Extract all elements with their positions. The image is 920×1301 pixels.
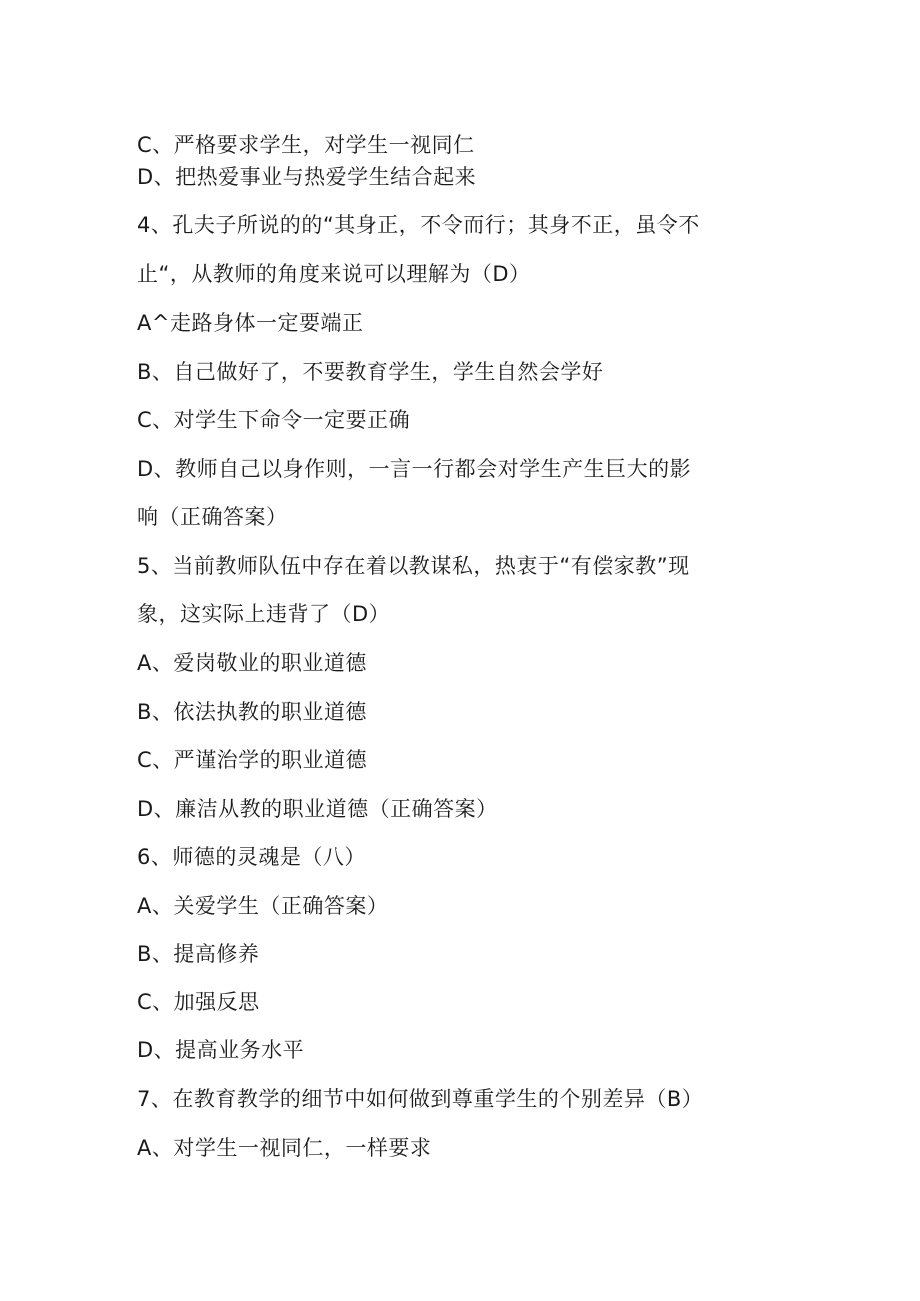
option-d-q3: D、把热爱事业与热爱学生结合起来: [137, 165, 477, 189]
option-d-q6: D、提高业务水平: [137, 1038, 305, 1062]
question-6: 6、师德的灵魂是（八）: [137, 845, 366, 869]
option-b-q6: B、提高修养: [137, 942, 260, 966]
option-b-q5: B、依法执教的职业道德: [137, 700, 367, 724]
question-4-line-2: 止“，从教师的角度来说可以理解为（D）: [137, 262, 531, 286]
option-d-q5: D、廉洁从教的职业道德（正确答案）: [137, 797, 498, 821]
question-5-line-2: 象，这实际上违背了（D）: [137, 602, 391, 626]
option-c-q3: C、严格要求学生，对学生一视同仁: [137, 133, 475, 157]
question-5-line-1: 5、当前教师队伍中存在着以教谋私，热衷于“有偿家教”现: [137, 554, 690, 578]
option-c-q4: C、对学生下命令一定要正确: [137, 408, 411, 432]
question-7: 7、在教育教学的细节中如何做到尊重学生的个别差异（B）: [137, 1087, 704, 1111]
option-b-q4: B、自己做好了，不要教育学生，学生自然会学好: [137, 360, 604, 384]
option-d-q4-line-1: D、教师自己以身作则，一言一行都会对学生产生巨大的影: [137, 457, 692, 481]
option-d-q4-line-2: 响（正确答案）: [137, 505, 288, 529]
question-4-line-1: 4、孔夫子所说的的“其身正，不令而行；其身不正，虽令不: [137, 213, 700, 237]
option-a-q5: A、爱岗敬业的职业道德: [137, 651, 367, 675]
option-a-q6: A、关爱学生（正确答案）: [137, 894, 389, 918]
option-a-q7: A、对学生一视同仁，一样要求: [137, 1136, 432, 1160]
option-c-q6: C、加强反思: [137, 990, 260, 1014]
option-a-q4: A^走路身体一定要端正: [137, 311, 364, 335]
option-c-q5: C、严谨治学的职业道德: [137, 748, 368, 772]
